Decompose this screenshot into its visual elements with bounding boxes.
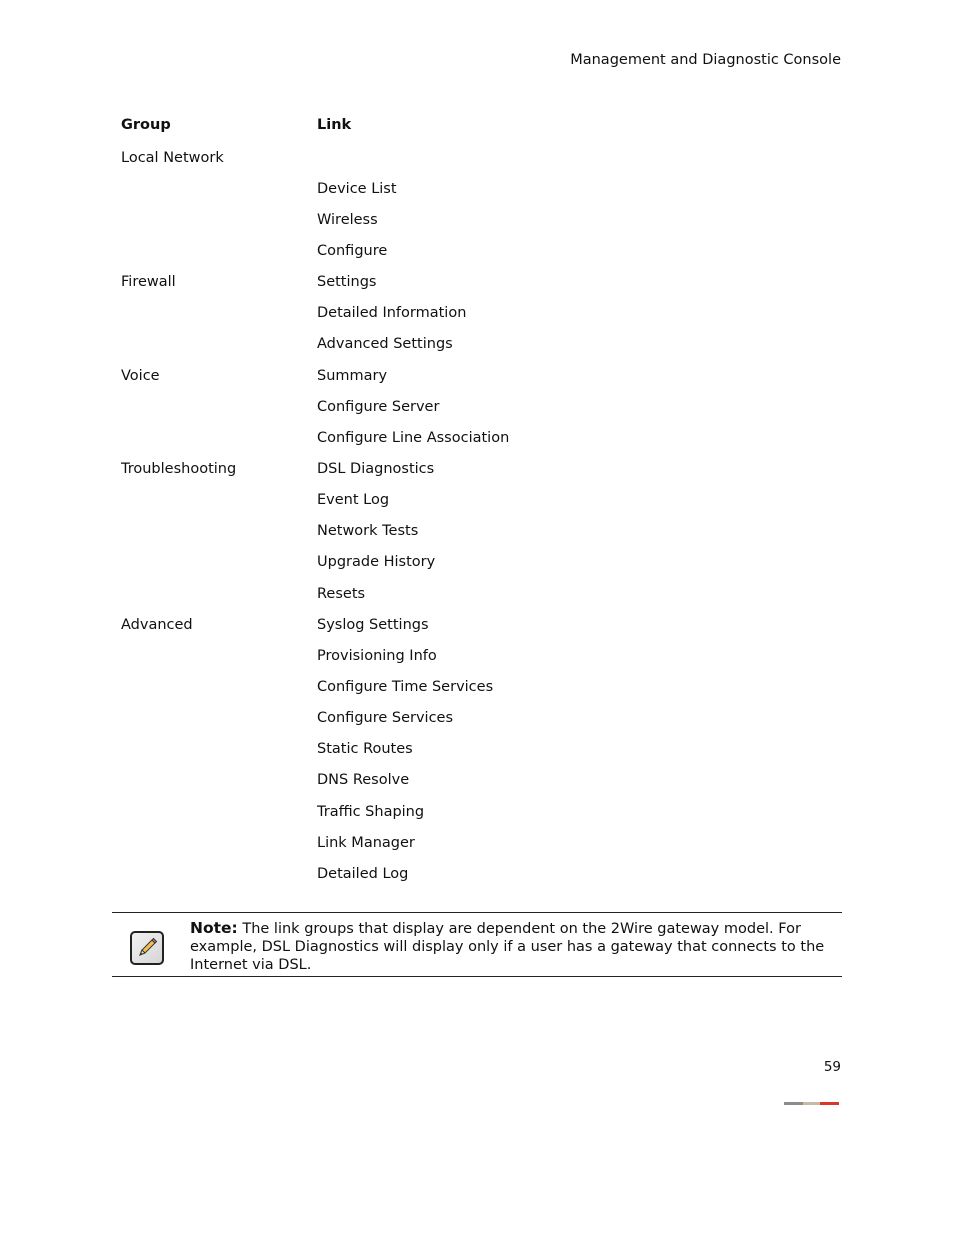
group-cell xyxy=(121,547,317,578)
column-header-link: Link xyxy=(317,117,352,133)
link-cell: Summary xyxy=(317,367,388,384)
link-cell: DSL Diagnostics xyxy=(317,460,435,477)
table-row xyxy=(121,360,509,391)
table-row xyxy=(121,391,509,422)
running-header: Management and Diagnostic Console xyxy=(570,52,841,68)
pencil-note-icon xyxy=(130,931,164,965)
link-cell: Provisioning Info xyxy=(317,647,437,664)
table-row xyxy=(121,267,509,298)
group-cell: Advanced xyxy=(121,616,193,633)
link-cell: Configure Services xyxy=(317,710,454,727)
link-cell: Link Manager xyxy=(317,834,415,851)
group-cell xyxy=(121,827,317,858)
group-cell xyxy=(121,204,317,235)
group-cell: Troubleshooting xyxy=(121,460,237,477)
table-row xyxy=(121,578,509,609)
table-row xyxy=(121,516,509,547)
table-row xyxy=(121,235,509,266)
table-row xyxy=(121,329,509,360)
group-cell xyxy=(121,578,317,609)
table-row xyxy=(121,173,509,204)
footer-rule-segment-gray xyxy=(784,1102,803,1105)
group-cell xyxy=(121,671,317,702)
link-cell: Event Log xyxy=(317,492,390,509)
link-cell: Detailed Information xyxy=(317,305,467,322)
table-body xyxy=(121,142,509,889)
table-row xyxy=(121,547,509,578)
table-row xyxy=(121,204,509,235)
link-cell: Network Tests xyxy=(317,523,419,540)
group-cell xyxy=(121,298,317,329)
link-groups-table xyxy=(121,114,509,889)
table-row xyxy=(121,765,509,796)
footer-rule-segment-tan xyxy=(803,1102,820,1105)
link-cell: Detailed Log xyxy=(317,865,409,882)
link-cell: Configure Time Services xyxy=(317,678,494,695)
link-cell: Syslog Settings xyxy=(317,616,429,633)
link-cell: DNS Resolve xyxy=(317,772,410,789)
link-cell: Configure Server xyxy=(317,398,440,415)
table-row xyxy=(121,298,509,329)
table-row xyxy=(121,858,509,889)
table-row xyxy=(121,640,509,671)
table-row xyxy=(121,734,509,765)
group-cell xyxy=(121,485,317,516)
group-cell xyxy=(121,703,317,734)
table-row xyxy=(121,671,509,702)
table-row xyxy=(121,485,509,516)
column-header-group: Group xyxy=(121,117,171,133)
link-cell: Wireless xyxy=(317,211,378,228)
link-cell: Static Routes xyxy=(317,741,413,758)
group-cell: Voice xyxy=(121,367,160,384)
link-cell: Traffic Shaping xyxy=(317,803,425,820)
note-body: The link groups that display are dependent on the 2Wire gateway model. For example, DSL Diagnostics will display only if a user has a gateway that connects to the Internet via DSL. xyxy=(190,921,825,973)
table-row xyxy=(121,796,509,827)
group-cell xyxy=(121,640,317,671)
group-cell xyxy=(121,765,317,796)
table-row xyxy=(121,609,509,640)
page-number: 59 xyxy=(823,1059,841,1075)
link-cell: Device List xyxy=(317,180,397,197)
link-cell: Settings xyxy=(317,274,377,291)
table-row xyxy=(121,453,509,484)
table-row xyxy=(121,703,509,734)
group-cell xyxy=(121,329,317,360)
link-cell: Advanced Settings xyxy=(317,336,453,353)
table-row xyxy=(121,827,509,858)
group-cell xyxy=(121,858,317,889)
link-cell: Configure xyxy=(317,242,388,259)
group-cell: Local Network xyxy=(121,149,224,166)
link-cell: Configure Line Association xyxy=(317,429,510,446)
link-cell: Resets xyxy=(317,585,366,602)
group-cell xyxy=(121,173,317,204)
group-cell xyxy=(121,796,317,827)
note-label: Note: xyxy=(190,919,238,937)
footer-rule-segment-red xyxy=(820,1102,839,1105)
note-text xyxy=(190,919,840,974)
group-cell xyxy=(121,391,317,422)
table-row xyxy=(121,142,509,173)
group-cell xyxy=(121,516,317,547)
footer-decorative-rule xyxy=(784,1102,839,1105)
group-cell xyxy=(121,734,317,765)
note-callout xyxy=(112,912,842,977)
table-header-row xyxy=(121,114,509,142)
group-cell: Firewall xyxy=(121,274,176,291)
group-cell xyxy=(121,422,317,453)
group-cell xyxy=(121,235,317,266)
table-row xyxy=(121,422,509,453)
link-cell xyxy=(317,142,509,173)
link-cell: Upgrade History xyxy=(317,554,436,571)
